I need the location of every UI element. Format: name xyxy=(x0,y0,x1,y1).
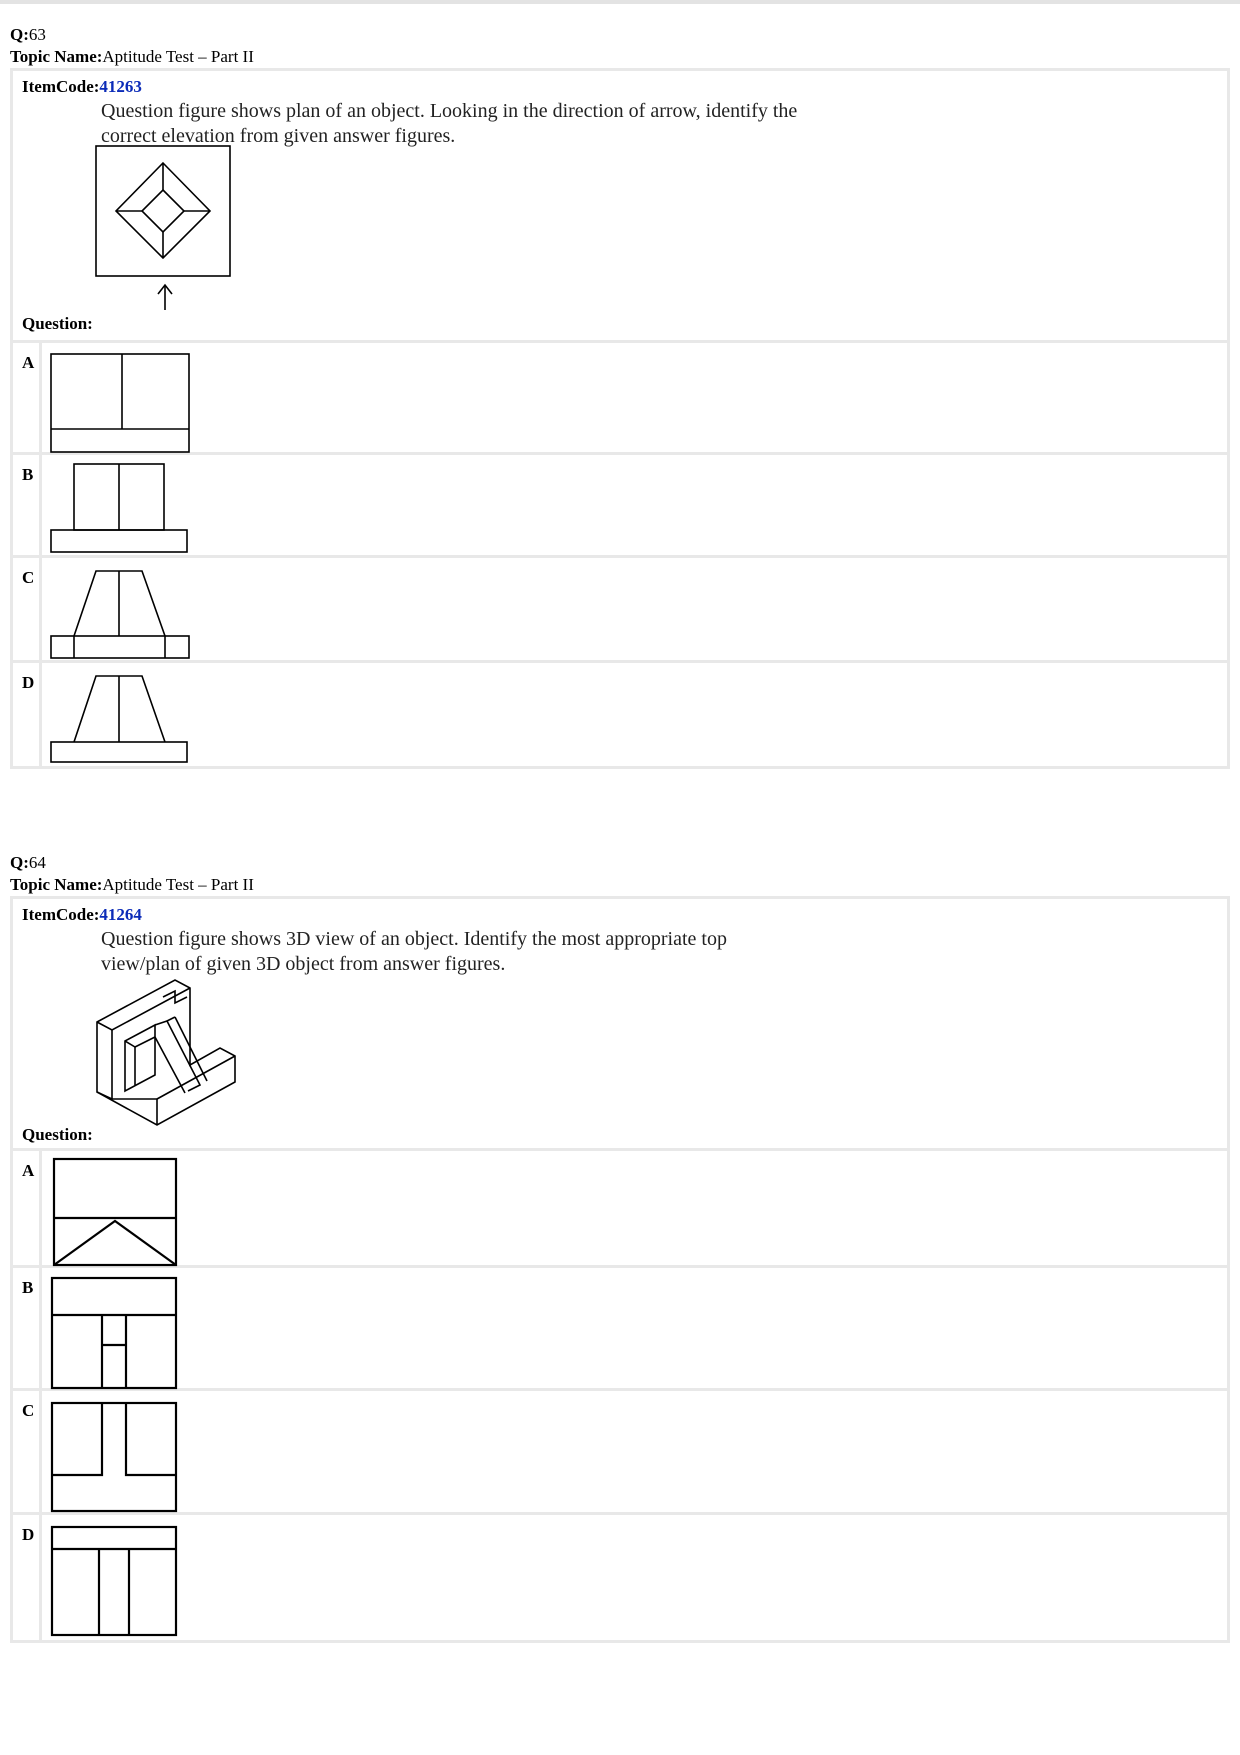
option-letter: C xyxy=(13,558,39,660)
option-letter: A xyxy=(13,343,39,452)
item-code-label: ItemCode: xyxy=(22,77,100,96)
question-stem xyxy=(13,899,1227,1148)
option-figure-cell xyxy=(42,1515,1227,1640)
question-block-63 xyxy=(10,24,1230,769)
question-number: 63 xyxy=(28,25,46,44)
option-b-figure xyxy=(51,1277,181,1392)
item-code-value: 41263 xyxy=(99,77,142,96)
option-row-a[interactable] xyxy=(13,343,1227,452)
option-letter: B xyxy=(13,1268,39,1388)
option-d-figure xyxy=(50,671,190,766)
item-code xyxy=(22,77,142,97)
option-figure-cell xyxy=(42,455,1227,555)
topic-label: Topic Name: xyxy=(10,47,103,66)
option-row-c[interactable] xyxy=(13,558,1227,660)
question-table xyxy=(10,896,1230,1643)
topic-label: Topic Name: xyxy=(10,875,103,894)
question-number-line xyxy=(10,852,1230,874)
question-text: Question figure shows 3D view of an object. Identify the most appropriate top view/plan of given 3D object from answer figures. xyxy=(101,928,727,975)
question-number: 64 xyxy=(28,853,46,872)
item-code xyxy=(22,905,142,925)
plan-figure xyxy=(95,145,235,310)
question-block-64 xyxy=(10,852,1230,1643)
option-figure-cell xyxy=(42,1391,1227,1512)
topic-name: Aptitude Test – Part II xyxy=(102,47,254,66)
option-figure-cell xyxy=(42,343,1227,452)
option-c-figure xyxy=(51,1402,181,1517)
option-row-b[interactable] xyxy=(13,1268,1227,1388)
question-number-label: Q: xyxy=(10,853,29,872)
topic-name: Aptitude Test – Part II xyxy=(102,875,254,894)
question-number-label: Q: xyxy=(10,25,29,44)
option-figure-cell xyxy=(42,1268,1227,1388)
option-d-figure xyxy=(51,1526,181,1641)
item-code-value: 41264 xyxy=(99,905,142,924)
question-stem xyxy=(13,71,1227,340)
item-code-label: ItemCode: xyxy=(22,905,100,924)
option-row-a[interactable] xyxy=(13,1151,1227,1265)
option-row-b[interactable] xyxy=(13,455,1227,555)
top-divider xyxy=(0,0,1240,4)
option-letter: D xyxy=(13,1515,39,1640)
option-b-figure xyxy=(50,463,190,558)
question-number-line xyxy=(10,24,1230,46)
question-label: Question: xyxy=(22,314,93,333)
option-figure-cell xyxy=(42,1151,1227,1265)
question-text: Question figure shows plan of an object. Looking in the direction of arrow, identify the correct elevation from given answer figures. xyxy=(101,100,798,147)
option-a-figure xyxy=(53,1158,183,1268)
question-label: Question: xyxy=(22,1125,93,1144)
option-c-figure xyxy=(50,566,190,661)
option-letter: A xyxy=(13,1151,39,1265)
topic-line xyxy=(10,874,1230,896)
option-letter: B xyxy=(13,455,39,555)
arrow-up-icon xyxy=(158,285,172,310)
option-row-c[interactable] xyxy=(13,1391,1227,1512)
isometric-3d-figure xyxy=(95,977,245,1137)
option-row-d[interactable] xyxy=(13,663,1227,766)
option-row-d[interactable] xyxy=(13,1515,1227,1640)
option-figure-cell xyxy=(42,558,1227,660)
option-letter: C xyxy=(13,1391,39,1512)
option-figure-cell xyxy=(42,663,1227,766)
option-letter: D xyxy=(13,663,39,766)
question-table xyxy=(10,68,1230,769)
option-a-figure xyxy=(50,353,190,453)
topic-line xyxy=(10,46,1230,68)
